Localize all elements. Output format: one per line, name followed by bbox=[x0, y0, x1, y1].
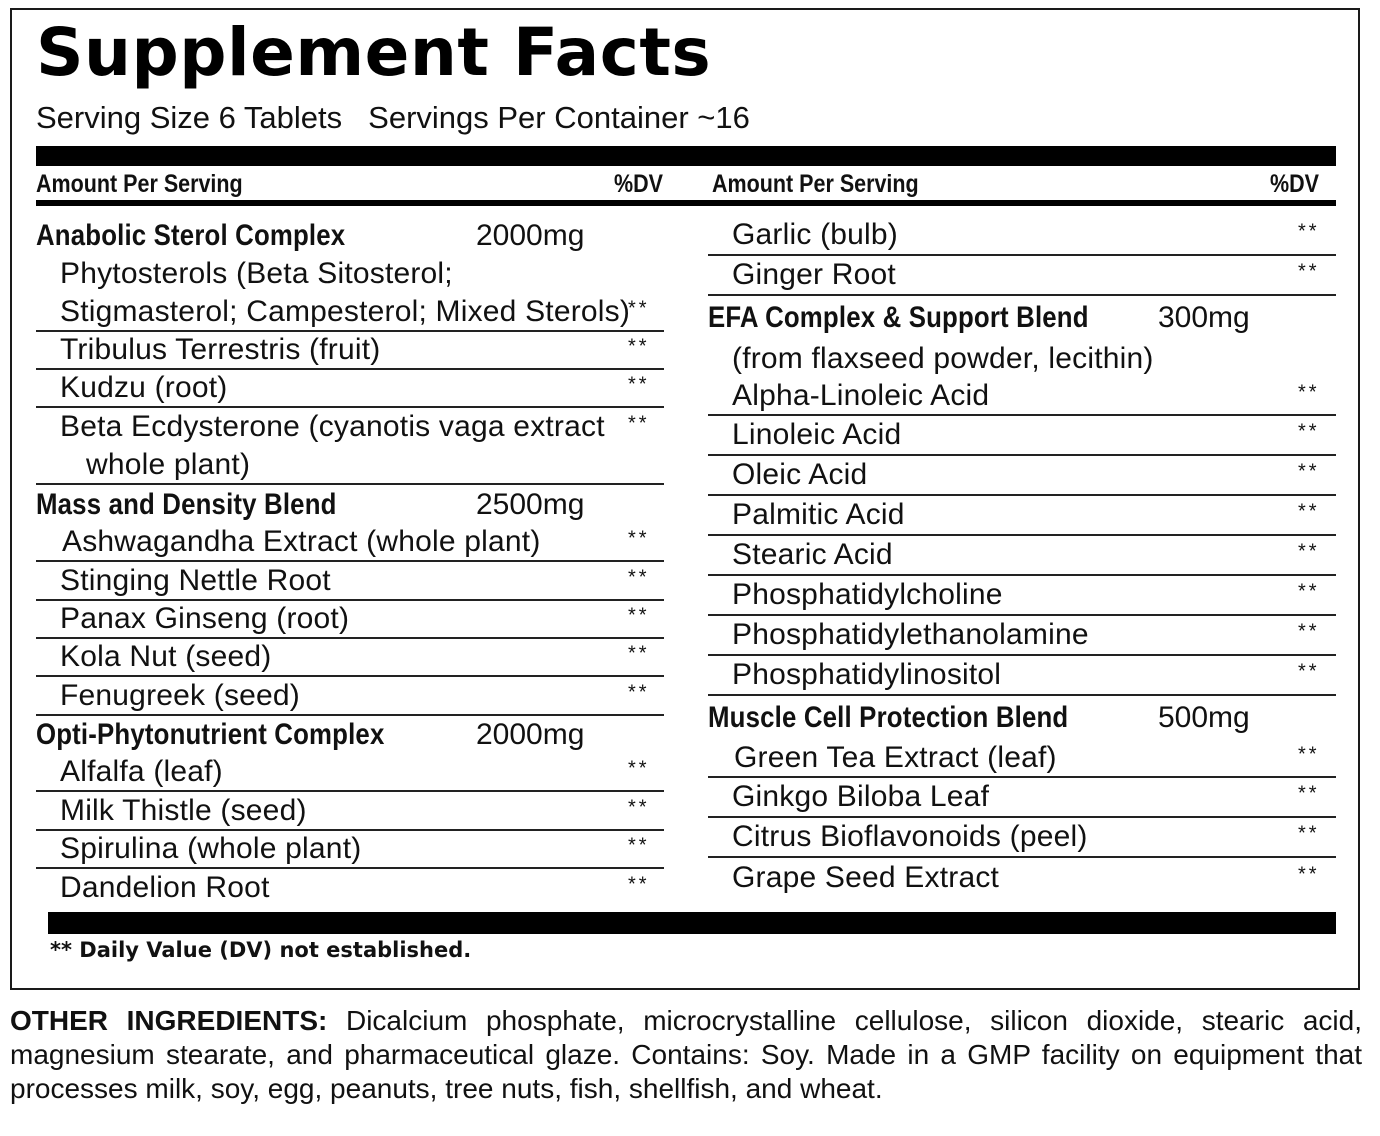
daily-value: ** bbox=[1298, 822, 1320, 845]
servings-per-container: Servings Per Container ~16 bbox=[368, 100, 750, 135]
ingredient-name: Palmitic Acid bbox=[732, 498, 905, 531]
other-ingredients-text: Dicalcium phosphate, microcrystalline cellulose, silicon dioxide, stearic acid, magnesium stearate, and pharmaceutical glaze. Contains: Soy. Made in a GMP facility on equipment that processes milk, soy, egg, peanuts, tree nuts, fish, shellfish, and wheat. bbox=[10, 1005, 1362, 1104]
left-ingredient-row bbox=[36, 639, 664, 677]
left-ingredient-row bbox=[36, 792, 664, 831]
daily-value: ** bbox=[1298, 540, 1320, 563]
ingredient-name: Dandelion Root bbox=[60, 870, 270, 904]
left-ingredient-row bbox=[36, 562, 664, 601]
top-divider-bar bbox=[36, 146, 1336, 166]
daily-value: ** bbox=[628, 566, 650, 589]
left-ingredient-row bbox=[36, 524, 664, 562]
right-ingredient-row bbox=[708, 456, 1336, 496]
blend-name: EFA Complex & Support Blend bbox=[708, 301, 1089, 334]
left-ingredient-row bbox=[36, 716, 664, 754]
daily-value: ** bbox=[1298, 782, 1320, 805]
ingredient-name: Panax Ginseng (root) bbox=[60, 602, 350, 635]
ingredient-name: Spirulina (whole plant) bbox=[60, 832, 362, 865]
daily-value: ** bbox=[1298, 420, 1320, 443]
daily-value: ** bbox=[628, 297, 650, 320]
ingredient-name: Alpha-Linoleic Acid bbox=[732, 379, 990, 412]
right-ingredient-row bbox=[708, 616, 1336, 656]
left-ingredient-row bbox=[36, 446, 664, 485]
ingredient-name: Garlic (bulb) bbox=[732, 218, 898, 251]
ingredient-name: (from flaxseed powder, lecithin) bbox=[732, 342, 1154, 375]
right-ingredient-row bbox=[708, 818, 1336, 858]
right-ingredient-row bbox=[708, 536, 1336, 576]
daily-value: ** bbox=[628, 796, 650, 819]
ingredient-name: Phosphatidylinositol bbox=[732, 658, 1002, 691]
left-ingredient-row bbox=[36, 293, 664, 332]
blend-name: Mass and Density Blend bbox=[36, 487, 337, 521]
right-ingredient-row bbox=[708, 340, 1336, 378]
page-title: Supplement Facts bbox=[36, 14, 712, 91]
blend-amount: 2500mg bbox=[476, 487, 585, 521]
serving-size: Serving Size 6 Tablets bbox=[36, 100, 343, 135]
right-ingredient-row bbox=[708, 296, 1336, 340]
blend-name: Opti-Phytonutrient Complex bbox=[36, 718, 385, 751]
ingredient-name: whole plant) bbox=[86, 447, 251, 481]
ingredient-name: Stinging Nettle Root bbox=[60, 563, 331, 597]
ingredient-name: Grape Seed Extract bbox=[732, 861, 1000, 894]
right-ingredient-row bbox=[708, 576, 1336, 616]
blend-amount: 300mg bbox=[1158, 301, 1250, 334]
ingredient-name: Linoleic Acid bbox=[732, 418, 902, 451]
left-ingredient-row bbox=[36, 332, 664, 370]
daily-value: ** bbox=[1298, 460, 1320, 483]
left-ingredient-row bbox=[36, 869, 664, 906]
ingredient-name: Fenugreek (seed) bbox=[60, 678, 300, 712]
right-ingredient-row bbox=[708, 740, 1336, 778]
right-ingredient-row bbox=[708, 216, 1336, 256]
daily-value: ** bbox=[1298, 381, 1320, 404]
daily-value: ** bbox=[628, 642, 650, 665]
right-ingredient-row bbox=[708, 656, 1336, 696]
left-ingredient-row bbox=[36, 831, 664, 869]
right-ingredient-row bbox=[708, 858, 1336, 898]
other-ingredients-label: OTHER INGREDIENTS: bbox=[10, 1005, 328, 1036]
right-ingredient-row bbox=[708, 778, 1336, 818]
left-dv-header: %DV bbox=[614, 170, 663, 198]
daily-value: ** bbox=[628, 757, 650, 780]
serving-info bbox=[36, 100, 750, 136]
daily-value: ** bbox=[628, 681, 650, 704]
left-ingredient-row bbox=[36, 677, 664, 716]
right-ingredient-row bbox=[708, 696, 1336, 740]
daily-value: ** bbox=[628, 412, 650, 435]
daily-value: ** bbox=[628, 873, 650, 896]
ingredient-name: Phosphatidylethanolamine bbox=[732, 618, 1089, 651]
daily-value: ** bbox=[1298, 620, 1320, 643]
daily-value: ** bbox=[1298, 220, 1320, 243]
blend-amount: 2000mg bbox=[476, 718, 585, 751]
ingredient-name: Kudzu (root) bbox=[60, 371, 228, 404]
right-ingredient-row bbox=[708, 496, 1336, 536]
header-divider-bar bbox=[36, 200, 1336, 206]
ingredient-name: Ginkgo Biloba Leaf bbox=[732, 780, 990, 813]
ingredient-name: Stearic Acid bbox=[732, 538, 893, 571]
left-ingredient-row bbox=[36, 370, 664, 408]
ingredient-name: Phosphatidylcholine bbox=[732, 578, 1003, 611]
other-ingredients bbox=[10, 1004, 1362, 1106]
daily-value: ** bbox=[628, 834, 650, 857]
ingredient-name: Kola Nut (seed) bbox=[60, 640, 272, 673]
ingredient-name: Milk Thistle (seed) bbox=[60, 793, 307, 827]
left-ingredient-row bbox=[36, 216, 664, 255]
left-ingredient-row bbox=[36, 408, 664, 446]
daily-value: ** bbox=[1298, 743, 1320, 766]
daily-value: ** bbox=[628, 373, 650, 396]
daily-value: ** bbox=[1298, 863, 1320, 886]
right-ingredient-row bbox=[708, 256, 1336, 296]
ingredient-name: Ashwagandha Extract (whole plant) bbox=[62, 525, 541, 558]
ingredient-name: Green Tea Extract (leaf) bbox=[734, 741, 1057, 774]
daily-value: ** bbox=[1298, 260, 1320, 283]
blend-name: Anabolic Sterol Complex bbox=[36, 218, 346, 252]
right-ingredient-row bbox=[708, 378, 1336, 416]
ingredient-name: Citrus Bioflavonoids (peel) bbox=[732, 820, 1088, 853]
ingredient-name: Stigmasterol; Campesterol; Mixed Sterols) bbox=[60, 294, 631, 328]
left-ingredient-row bbox=[36, 754, 664, 792]
ingredient-name: Phytosterols (Beta Sitosterol; bbox=[60, 257, 453, 290]
left-amount-header: Amount Per Serving bbox=[36, 170, 243, 198]
blend-amount: 2000mg bbox=[476, 218, 585, 252]
daily-value: ** bbox=[1298, 500, 1320, 523]
ingredient-name: Tribulus Terrestris (fruit) bbox=[60, 333, 381, 366]
right-ingredient-row bbox=[708, 416, 1336, 456]
daily-value: ** bbox=[1298, 660, 1320, 683]
blend-name: Muscle Cell Protection Blend bbox=[708, 701, 1069, 734]
right-dv-header: %DV bbox=[1270, 170, 1319, 198]
left-ingredient-row bbox=[36, 601, 664, 639]
blend-amount: 500mg bbox=[1158, 701, 1250, 734]
dv-footnote: ** Daily Value (DV) not established. bbox=[50, 938, 472, 962]
daily-value: ** bbox=[628, 527, 650, 550]
left-ingredient-row bbox=[36, 485, 664, 524]
left-ingredient-row bbox=[36, 255, 664, 293]
ingredient-name: Oleic Acid bbox=[732, 458, 868, 491]
ingredient-name: Beta Ecdysterone (cyanotis vaga extract bbox=[60, 410, 605, 443]
bottom-divider-bar bbox=[48, 912, 1336, 934]
daily-value: ** bbox=[1298, 580, 1320, 603]
ingredient-name: Ginger Root bbox=[732, 258, 896, 291]
daily-value: ** bbox=[628, 335, 650, 358]
right-amount-header: Amount Per Serving bbox=[712, 170, 919, 198]
daily-value: ** bbox=[628, 604, 650, 627]
ingredient-name: Alfalfa (leaf) bbox=[60, 755, 223, 788]
